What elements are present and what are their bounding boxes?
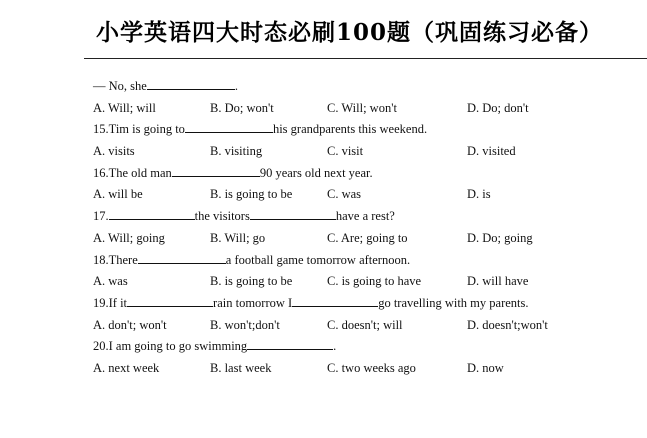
- option-a: A. was: [93, 274, 128, 289]
- question-text: 15.Tim is going to: [93, 122, 185, 137]
- option-d: D. Do; going: [467, 230, 533, 245]
- question-19-options: [93, 315, 633, 337]
- answer-blank: [138, 251, 226, 264]
- option-c: C. Are; going to: [327, 230, 408, 245]
- answer-blank: [147, 77, 235, 90]
- option-c: C. visit: [327, 144, 364, 159]
- question-text: 17.: [93, 209, 109, 224]
- question-text: 18.There: [93, 252, 138, 267]
- option-a: A. Will; going: [93, 230, 165, 245]
- question-text: a football game tomorrow afternoon.: [225, 252, 411, 267]
- option-a: A. don't; won't: [93, 317, 167, 332]
- answer-blank: [247, 337, 333, 350]
- question-15-stem: [93, 119, 633, 141]
- question-text: have a rest?: [335, 209, 395, 224]
- answer-blank: [127, 294, 213, 307]
- question-text: the visitors: [194, 209, 250, 224]
- title-divider: [84, 58, 647, 59]
- question-text: .: [234, 79, 238, 93]
- question-17-options: [93, 228, 633, 250]
- question-14-stem: [93, 76, 633, 98]
- option-c: C. doesn't; will: [327, 317, 403, 332]
- option-b: B. is going to be: [210, 274, 293, 289]
- option-a: A. will be: [93, 187, 143, 202]
- option-b: B. is going to be: [210, 187, 293, 202]
- question-list: [93, 76, 633, 380]
- question-text: his grandparents this weekend.: [272, 122, 428, 137]
- option-b: B. last week: [210, 360, 272, 375]
- option-d: D. is: [467, 187, 491, 202]
- option-a: A. next week: [93, 360, 160, 375]
- option-d: D. will have: [467, 274, 529, 289]
- option-c: C. is going to have: [327, 274, 422, 289]
- option-c: C. was: [327, 187, 362, 202]
- question-19-stem: [93, 293, 633, 315]
- option-c: C. two weeks ago: [327, 360, 416, 375]
- question-text: .: [333, 339, 337, 354]
- question-text: rain tomorrow I: [213, 295, 293, 310]
- answer-blank: [172, 164, 260, 177]
- answer-blank: [185, 120, 273, 133]
- question-20-stem: [93, 336, 633, 358]
- option-b: B. Will; go: [210, 230, 266, 245]
- option-b: B. Do; won't: [210, 100, 274, 115]
- option-a: A. Will; will: [93, 100, 156, 115]
- question-15-options: [93, 141, 633, 163]
- option-b: B. won't;don't: [210, 317, 280, 332]
- option-d: D. now: [467, 360, 504, 375]
- question-16-stem: [93, 163, 633, 185]
- option-d: D. Do; don't: [467, 100, 529, 115]
- option-d: D. doesn't;won't: [467, 317, 548, 332]
- question-text: 20.I am going to go swimming: [93, 339, 248, 354]
- answer-blank: [250, 207, 336, 220]
- option-c: C. Will; won't: [327, 100, 397, 115]
- answer-blank: [292, 294, 378, 307]
- question-text: go travelling with my parents.: [378, 295, 529, 310]
- question-20-options: [93, 358, 633, 380]
- page-title: 小学英语四大时态必刷100题（巩固练习必备）: [96, 19, 604, 46]
- question-text: 19.If it: [93, 295, 128, 310]
- question-17-stem: [93, 206, 633, 228]
- question-18-options: [93, 271, 633, 293]
- question-text: 90 years old next year.: [259, 165, 373, 180]
- question-16-options: [93, 184, 633, 206]
- question-text: — No, she: [93, 79, 147, 93]
- answer-blank: [109, 207, 195, 220]
- option-b: B. visiting: [210, 144, 263, 159]
- option-d: D. visited: [467, 144, 516, 159]
- option-a: A. visits: [93, 144, 135, 159]
- question-14-options: [93, 98, 633, 120]
- question-text: 16.The old man: [93, 165, 172, 180]
- question-18-stem: [93, 250, 633, 272]
